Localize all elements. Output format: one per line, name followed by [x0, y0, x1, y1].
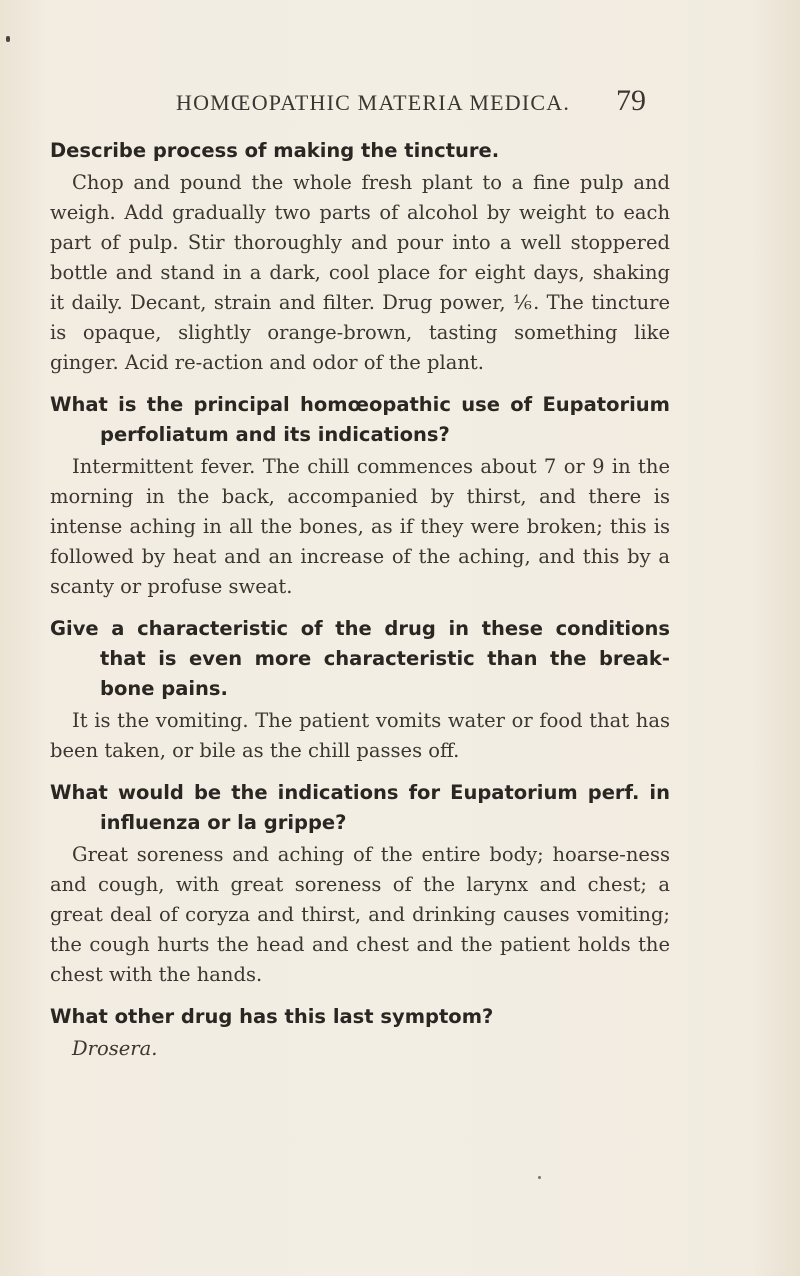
answer-4: Great soreness and aching of the entire body; hoarse-ness and cough, with great soreness of the larynx and chest; a great deal of coryza and thirst, and drinking causes vomiting; the cough hurts the head and chest and the patient holds the chest with the hands. — [50, 843, 670, 986]
question-4: What would be the indications for Eupatorium perf. in influenza or la grippe? — [50, 781, 670, 834]
question-2: What is the principal homœopathic use of Eupatorium perfoliatum and its indications? — [50, 393, 670, 446]
running-title: HOMŒOPATHIC MATERIA MEDICA. — [176, 90, 571, 115]
question-5: What other drug has this last symptom? — [50, 1005, 494, 1028]
answer-5: Drosera. — [72, 1037, 158, 1060]
answer-3: It is the vomiting. The patient vomits water or food that has been taken, or bile as the chill passes off. — [50, 709, 670, 762]
page-body — [50, 136, 670, 1064]
answer-2: Intermittent fever. The chill commences about 7 or 9 in the morning in the back, accompanied by thirst, and there is intense aching in all the bones, as if they were broken; this is followed by heat and an increase of the aching, and this by a scanty or profuse sweat. — [50, 455, 670, 598]
paper-speck — [538, 1176, 541, 1179]
page-header — [0, 84, 800, 124]
question-3: Give a characteristic of the drug in these conditions that is even more characteristic than the break-bone pains. — [50, 617, 670, 700]
answer-1: Chop and pound the whole fresh plant to a fine pulp and weigh. Add gradually two parts of alcohol by weight to each part of pulp. Stir thoroughly and pour into a well stoppered bottle and stand in a dark, cool place for eight days, shaking it daily. Decant, strain and filter. Drug power, ⅙. The tincture is opaque, slightly orange-brown, tasting something like ginger. Acid re-action and odor of the plant. — [50, 171, 670, 374]
question-1: Describe process of making the tincture. — [50, 139, 500, 162]
page-number: 79 — [616, 84, 646, 117]
margin-speck — [6, 36, 10, 42]
